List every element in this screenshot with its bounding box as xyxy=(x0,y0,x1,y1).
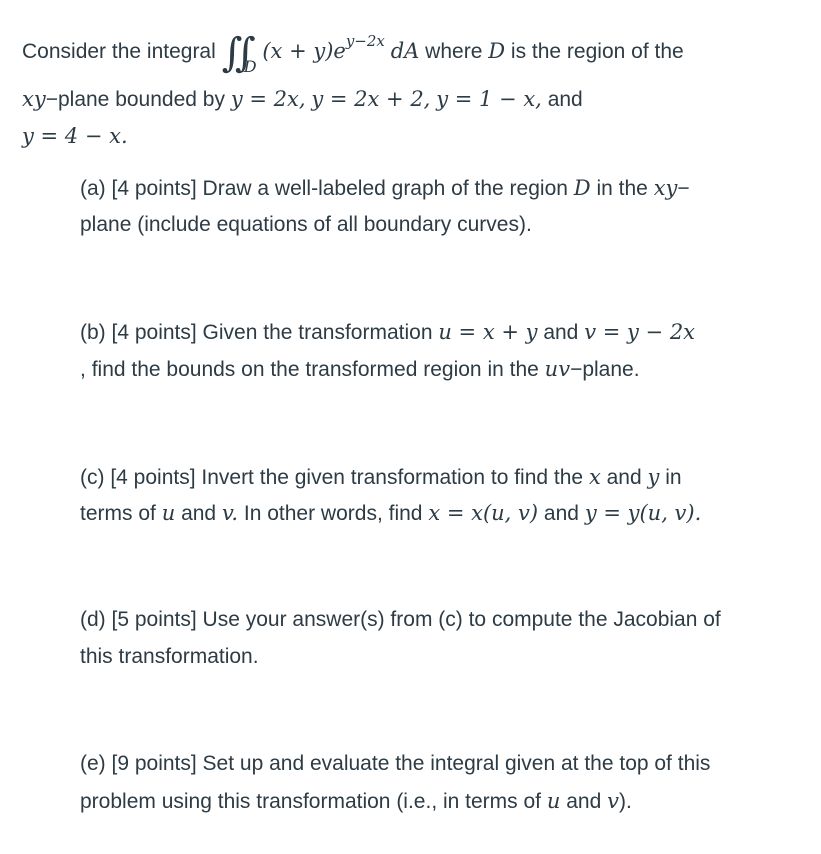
boundary-eq-4: y = 4 − x. xyxy=(22,124,128,148)
intro-line-1 xyxy=(22,30,684,76)
part-a-region-D: D xyxy=(573,176,591,200)
part-b-text-2: find the bounds on the transformed region in the xyxy=(91,358,539,381)
intro-lead-text: Consider the integral xyxy=(22,40,216,63)
part-a-line-2 xyxy=(80,210,532,240)
part-e-line-1 xyxy=(80,749,710,779)
part-d-line-1 xyxy=(80,605,721,635)
part-c-v: v. xyxy=(221,501,239,525)
integral-region-subscript: D xyxy=(243,57,257,76)
part-b-text: (b) [4 points] Given the transformation xyxy=(80,321,433,344)
part-e-u: u xyxy=(546,789,561,813)
part-b-v-eq: v = y − 2x xyxy=(584,320,696,344)
integrand-exponent: y−2x xyxy=(345,32,385,50)
part-e-v: v xyxy=(607,789,619,813)
part-d-text-2: this transformation. xyxy=(80,645,259,668)
xy-symbol: xy xyxy=(22,87,46,111)
part-e-text-2: problem using this transformation (i.e., in terms of xyxy=(80,790,542,813)
part-a-in-the: in the xyxy=(596,177,648,200)
part-b-u-eq: u = x + y xyxy=(438,320,538,344)
part-c-u: u xyxy=(161,501,176,525)
boundary-eq-3: y = 1 − x, xyxy=(436,87,542,111)
part-b-and: and xyxy=(543,321,579,344)
intro-and-text: and xyxy=(547,88,583,111)
part-c-and: and xyxy=(606,466,642,489)
part-b-line-1 xyxy=(80,317,695,348)
part-b-uv: uv xyxy=(544,357,571,381)
intro-line-3 xyxy=(22,121,128,152)
part-c-y-eq: y = y(u, v). xyxy=(584,501,702,525)
intro-tail-text: is the region of the xyxy=(510,40,684,63)
part-c-and-3: and xyxy=(543,502,579,525)
part-c-line-1 xyxy=(80,462,682,493)
differential-dA: dA xyxy=(390,39,420,63)
part-e-and: and xyxy=(566,790,602,813)
part-d-text: (d) [5 points] Use your answer(s) from (c) to compute the Jacobian of xyxy=(80,608,721,631)
part-e-close: ). xyxy=(619,790,632,813)
part-b-line-2 xyxy=(80,354,640,385)
intro-line-2 xyxy=(22,84,583,115)
boundary-eq-1: y = 2x, xyxy=(230,87,306,111)
part-e-line-2 xyxy=(80,786,632,817)
part-e-text: (e) [9 points] Set up and evaluate the integral given at the top of this xyxy=(80,752,711,775)
part-b-plane: −plane. xyxy=(570,358,640,381)
intro-plane-text: −plane bounded by xyxy=(45,88,225,111)
part-c-text: (c) [4 points] Invert the given transformation to find the xyxy=(80,466,584,489)
part-b-comma: , xyxy=(80,358,86,381)
part-a-text-2: plane (include equations of all boundary curves). xyxy=(80,213,532,236)
part-d-line-2 xyxy=(80,642,259,672)
part-a-text: (a) [4 points] Draw a well-labeled graph of the region xyxy=(80,177,568,200)
part-c-x: x xyxy=(588,465,601,489)
part-a-dash: − xyxy=(677,177,690,200)
intro-where-text: where xyxy=(425,40,483,63)
part-c-terms-of: terms of xyxy=(80,502,156,525)
part-c-in: in xyxy=(665,466,682,489)
part-c-and-2: and xyxy=(181,502,217,525)
part-c-line-2 xyxy=(80,498,701,529)
part-a-line-1 xyxy=(80,173,690,204)
part-c-x-eq: x = x(u, v) xyxy=(428,501,539,525)
double-integral-sign: ∬ xyxy=(221,30,242,76)
part-a-xy: xy xyxy=(653,176,678,200)
region-D: D xyxy=(488,39,506,63)
part-c-y: y xyxy=(647,465,660,489)
part-c-other-words: In other words, find xyxy=(243,502,423,525)
integrand: (x + y)e xyxy=(262,39,346,63)
boundary-eq-2: y = 2x + 2, xyxy=(311,87,431,111)
